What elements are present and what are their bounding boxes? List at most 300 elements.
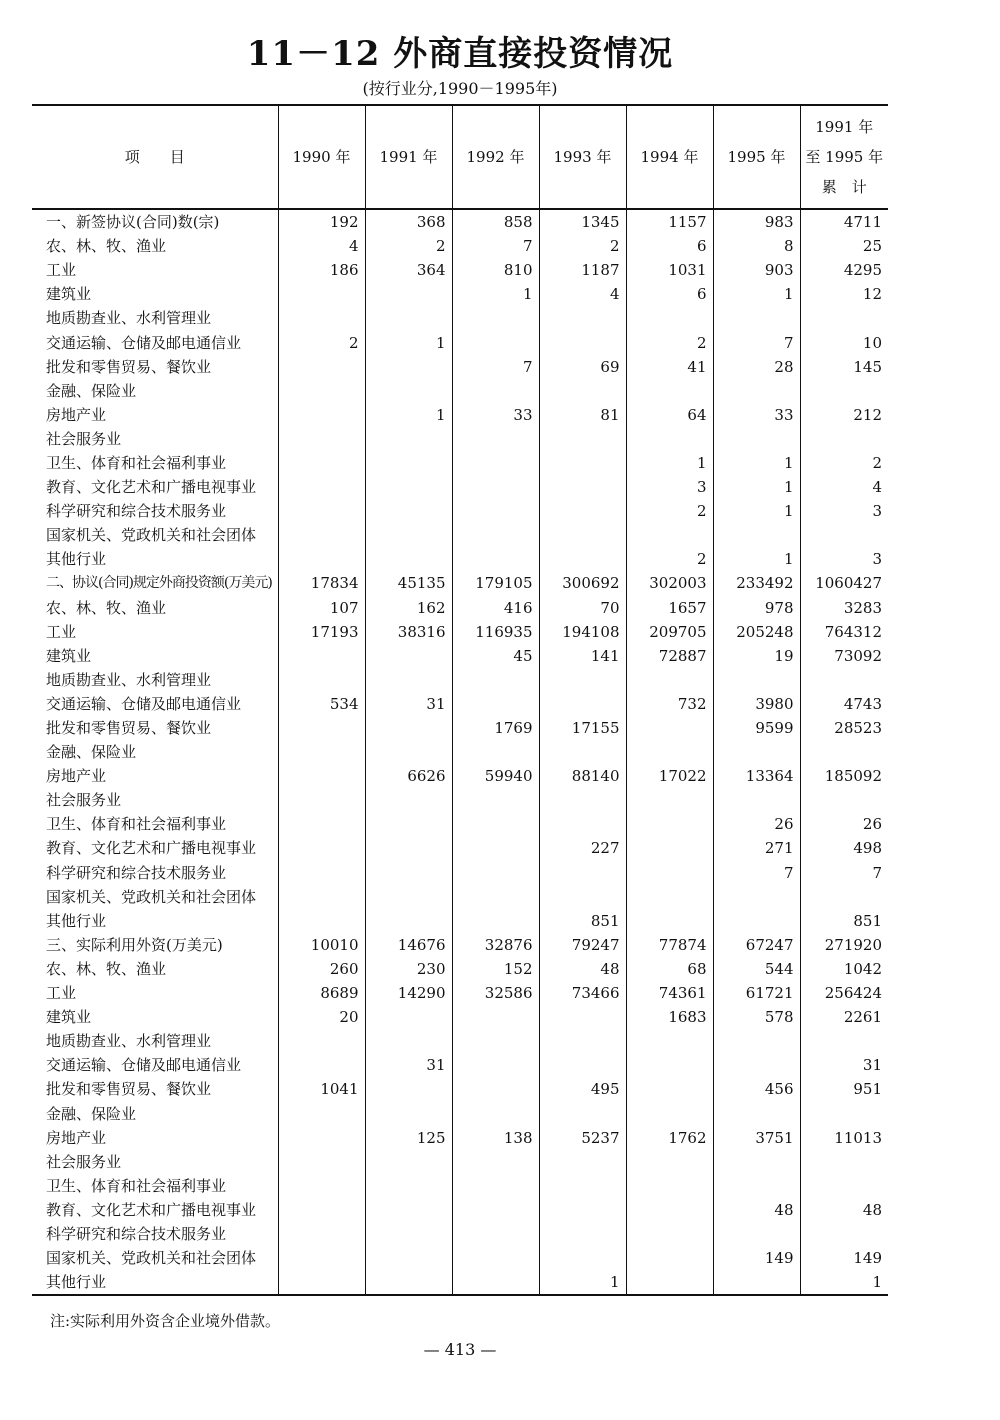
value-cell bbox=[800, 740, 888, 764]
value-cell: 732 bbox=[626, 692, 713, 716]
value-cell: 186 bbox=[278, 258, 365, 282]
value-cell: 544 bbox=[713, 957, 800, 981]
value-cell bbox=[278, 716, 365, 740]
value-cell: 6 bbox=[626, 234, 713, 258]
value-cell bbox=[365, 523, 452, 547]
value-cell: 534 bbox=[278, 692, 365, 716]
table-row bbox=[32, 836, 888, 860]
value-cell: 72887 bbox=[626, 644, 713, 668]
value-cell bbox=[539, 330, 626, 354]
row-label: 地质勘查业、水利管理业 bbox=[46, 1032, 212, 1051]
value-cell: 31 bbox=[365, 1053, 452, 1077]
value-cell bbox=[278, 836, 365, 860]
value-cell bbox=[452, 1222, 539, 1246]
table-row bbox=[32, 499, 888, 523]
value-cell bbox=[365, 1222, 452, 1246]
value-cell bbox=[539, 547, 626, 571]
value-cell bbox=[539, 499, 626, 523]
value-cell bbox=[800, 788, 888, 812]
row-label: 农、林、牧、渔业 bbox=[46, 237, 167, 256]
table-row bbox=[32, 933, 888, 957]
value-cell bbox=[713, 1150, 800, 1174]
value-cell bbox=[626, 1222, 713, 1246]
value-cell: 10010 bbox=[278, 933, 365, 957]
value-cell: 1769 bbox=[452, 716, 539, 740]
row-label: 批发和零售贸易、餐饮业 bbox=[46, 357, 212, 376]
value-cell bbox=[365, 1005, 452, 1029]
value-cell: 8 bbox=[713, 234, 800, 258]
value-cell bbox=[539, 668, 626, 692]
value-cell bbox=[365, 788, 452, 812]
value-cell: 256424 bbox=[800, 981, 888, 1005]
value-cell bbox=[452, 523, 539, 547]
value-cell: 45135 bbox=[365, 571, 452, 595]
value-cell: 12 bbox=[800, 282, 888, 306]
value-cell bbox=[365, 355, 452, 379]
value-cell bbox=[365, 1150, 452, 1174]
value-cell: 1345 bbox=[539, 209, 626, 234]
value-cell: 764312 bbox=[800, 620, 888, 644]
value-cell bbox=[626, 427, 713, 451]
table-row bbox=[32, 764, 888, 788]
value-cell bbox=[365, 861, 452, 885]
value-cell bbox=[365, 740, 452, 764]
value-cell bbox=[626, 1101, 713, 1125]
value-cell bbox=[365, 427, 452, 451]
value-cell bbox=[539, 306, 626, 330]
value-cell: 2 bbox=[626, 330, 713, 354]
table-row bbox=[32, 692, 888, 716]
table-row bbox=[32, 1126, 888, 1150]
value-cell bbox=[539, 740, 626, 764]
value-cell bbox=[452, 1174, 539, 1198]
value-cell bbox=[365, 499, 452, 523]
value-cell bbox=[713, 1174, 800, 1198]
table-subtitle: (按行业分,1990－1995年) bbox=[362, 79, 558, 98]
value-cell bbox=[365, 306, 452, 330]
row-label: 教育、文化艺术和广播电视事业 bbox=[46, 839, 257, 858]
row-label: 国家机关、党政机关和社会团体 bbox=[46, 526, 257, 545]
value-cell: 116935 bbox=[452, 620, 539, 644]
value-cell bbox=[539, 451, 626, 475]
table-row bbox=[32, 330, 888, 354]
value-cell bbox=[626, 1029, 713, 1053]
value-cell: 368 bbox=[365, 209, 452, 234]
value-cell bbox=[539, 788, 626, 812]
value-cell bbox=[365, 475, 452, 499]
table-row bbox=[32, 644, 888, 668]
value-cell bbox=[539, 1005, 626, 1029]
value-cell: 4743 bbox=[800, 692, 888, 716]
value-cell: 88140 bbox=[539, 764, 626, 788]
value-cell: 233492 bbox=[713, 571, 800, 595]
value-cell bbox=[365, 885, 452, 909]
value-cell: 1041 bbox=[278, 1077, 365, 1101]
row-label: 一、新签协议(合同)数(宗) bbox=[46, 213, 220, 232]
value-cell bbox=[452, 909, 539, 933]
header-total-line1: 1991 年 bbox=[815, 118, 874, 136]
table-row bbox=[32, 379, 888, 403]
value-cell: 70 bbox=[539, 596, 626, 620]
row-label: 交通运输、仓储及邮电通信业 bbox=[46, 694, 242, 713]
value-cell bbox=[539, 861, 626, 885]
value-cell: 1 bbox=[365, 330, 452, 354]
value-cell: 271920 bbox=[800, 933, 888, 957]
row-label: 批发和零售贸易、餐饮业 bbox=[46, 719, 212, 738]
value-cell: 1762 bbox=[626, 1126, 713, 1150]
row-label: 建筑业 bbox=[46, 1008, 92, 1027]
value-cell: 45 bbox=[452, 644, 539, 668]
value-cell: 1060427 bbox=[800, 571, 888, 595]
row-label: 建筑业 bbox=[46, 646, 92, 665]
value-cell bbox=[626, 836, 713, 860]
value-cell bbox=[800, 379, 888, 403]
value-cell bbox=[365, 668, 452, 692]
value-cell: 5237 bbox=[539, 1126, 626, 1150]
value-cell bbox=[278, 668, 365, 692]
value-cell: 14676 bbox=[365, 933, 452, 957]
row-label: 房地产业 bbox=[46, 767, 107, 786]
value-cell bbox=[626, 523, 713, 547]
value-cell: 3 bbox=[800, 547, 888, 571]
value-cell bbox=[452, 788, 539, 812]
value-cell: 1 bbox=[365, 403, 452, 427]
value-cell bbox=[278, 644, 365, 668]
row-label: 其他行业 bbox=[46, 911, 107, 930]
table-row bbox=[32, 306, 888, 330]
value-cell: 149 bbox=[713, 1246, 800, 1270]
table-title: 11－12 外商直接投资情况 bbox=[246, 34, 674, 74]
value-cell: 951 bbox=[800, 1077, 888, 1101]
value-cell: 9599 bbox=[713, 716, 800, 740]
value-cell: 1683 bbox=[626, 1005, 713, 1029]
value-cell bbox=[278, 523, 365, 547]
value-cell: 1 bbox=[800, 1270, 888, 1295]
value-cell: 7 bbox=[713, 861, 800, 885]
table-row bbox=[32, 523, 888, 547]
value-cell bbox=[539, 1053, 626, 1077]
value-cell: 1657 bbox=[626, 596, 713, 620]
value-cell bbox=[452, 306, 539, 330]
value-cell bbox=[713, 379, 800, 403]
table-row bbox=[32, 909, 888, 933]
value-cell: 7 bbox=[713, 330, 800, 354]
value-cell bbox=[278, 885, 365, 909]
value-cell: 1157 bbox=[626, 209, 713, 234]
table-row bbox=[32, 282, 888, 306]
value-cell: 578 bbox=[713, 1005, 800, 1029]
value-cell: 302003 bbox=[626, 571, 713, 595]
value-cell: 31 bbox=[800, 1053, 888, 1077]
value-cell: 73466 bbox=[539, 981, 626, 1005]
value-cell: 6626 bbox=[365, 764, 452, 788]
value-cell: 810 bbox=[452, 258, 539, 282]
value-cell: 1 bbox=[452, 282, 539, 306]
value-cell bbox=[800, 1174, 888, 1198]
row-label: 房地产业 bbox=[46, 405, 107, 424]
header-1993: 1993 年 bbox=[539, 105, 626, 209]
row-label: 卫生、体育和社会福利事业 bbox=[46, 453, 227, 472]
row-label: 社会服务业 bbox=[46, 429, 122, 448]
value-cell: 61721 bbox=[713, 981, 800, 1005]
value-cell: 4 bbox=[800, 475, 888, 499]
value-cell bbox=[278, 499, 365, 523]
table-row bbox=[32, 1101, 888, 1125]
row-label: 建筑业 bbox=[46, 285, 92, 304]
header-1990: 1990 年 bbox=[278, 105, 365, 209]
value-cell: 38316 bbox=[365, 620, 452, 644]
value-cell bbox=[278, 306, 365, 330]
value-cell: 14290 bbox=[365, 981, 452, 1005]
value-cell bbox=[452, 1270, 539, 1295]
table-row bbox=[32, 861, 888, 885]
value-cell bbox=[365, 836, 452, 860]
value-cell bbox=[452, 547, 539, 571]
value-cell bbox=[278, 1029, 365, 1053]
value-cell bbox=[452, 1029, 539, 1053]
value-cell bbox=[278, 909, 365, 933]
value-cell bbox=[452, 330, 539, 354]
header-1994: 1994 年 bbox=[626, 105, 713, 209]
row-label: 其他行业 bbox=[32, 1270, 278, 1295]
table-row bbox=[32, 427, 888, 451]
value-cell: 48 bbox=[800, 1198, 888, 1222]
value-cell bbox=[452, 812, 539, 836]
row-label: 工业 bbox=[46, 984, 77, 1003]
value-cell: 983 bbox=[713, 209, 800, 234]
value-cell bbox=[365, 644, 452, 668]
value-cell bbox=[452, 885, 539, 909]
value-cell bbox=[713, 740, 800, 764]
value-cell bbox=[539, 692, 626, 716]
table-row bbox=[32, 1150, 888, 1174]
value-cell bbox=[539, 1029, 626, 1053]
value-cell bbox=[713, 1270, 800, 1295]
value-cell bbox=[452, 1246, 539, 1270]
value-cell: 4295 bbox=[800, 258, 888, 282]
value-cell: 227 bbox=[539, 836, 626, 860]
value-cell: 498 bbox=[800, 836, 888, 860]
table-row bbox=[32, 1222, 888, 1246]
value-cell bbox=[278, 1174, 365, 1198]
row-label: 农、林、牧、渔业 bbox=[46, 959, 167, 978]
value-cell: 33 bbox=[713, 403, 800, 427]
row-label: 教育、文化艺术和广播电视事业 bbox=[46, 478, 257, 497]
page-number: — 413 — bbox=[423, 1340, 497, 1359]
row-label: 金融、保险业 bbox=[46, 1104, 137, 1123]
value-cell: 185092 bbox=[800, 764, 888, 788]
value-cell bbox=[365, 1270, 452, 1295]
header-1992: 1992 年 bbox=[452, 105, 539, 209]
value-cell: 2 bbox=[626, 547, 713, 571]
value-cell bbox=[278, 282, 365, 306]
value-cell: 851 bbox=[800, 909, 888, 933]
value-cell bbox=[452, 1077, 539, 1101]
value-cell bbox=[626, 1270, 713, 1295]
row-label: 金融、保险业 bbox=[46, 743, 137, 762]
value-cell: 7 bbox=[452, 355, 539, 379]
value-cell: 2 bbox=[626, 499, 713, 523]
value-cell: 1 bbox=[713, 547, 800, 571]
table-row bbox=[32, 812, 888, 836]
row-label: 地质勘查业、水利管理业 bbox=[46, 670, 212, 689]
table-row bbox=[32, 571, 888, 595]
row-label: 批发和零售贸易、餐饮业 bbox=[46, 1080, 212, 1099]
value-cell bbox=[539, 1101, 626, 1125]
value-cell bbox=[626, 885, 713, 909]
value-cell bbox=[365, 1174, 452, 1198]
value-cell: 1 bbox=[713, 475, 800, 499]
value-cell bbox=[626, 716, 713, 740]
value-cell bbox=[365, 1198, 452, 1222]
value-cell bbox=[452, 861, 539, 885]
table-row bbox=[32, 234, 888, 258]
value-cell: 3283 bbox=[800, 596, 888, 620]
value-cell bbox=[278, 1222, 365, 1246]
value-cell: 26 bbox=[800, 812, 888, 836]
value-cell bbox=[365, 282, 452, 306]
value-cell bbox=[365, 1077, 452, 1101]
value-cell bbox=[713, 1101, 800, 1125]
value-cell: 73092 bbox=[800, 644, 888, 668]
value-cell bbox=[800, 1150, 888, 1174]
value-cell bbox=[278, 547, 365, 571]
value-cell: 10 bbox=[800, 330, 888, 354]
row-label: 科学研究和综合技术服务业 bbox=[46, 863, 227, 882]
value-cell bbox=[452, 1150, 539, 1174]
value-cell: 8689 bbox=[278, 981, 365, 1005]
row-label: 二、协议(合同)规定外商投资额(万美元) bbox=[46, 575, 272, 592]
value-cell: 149 bbox=[800, 1246, 888, 1270]
value-cell: 17834 bbox=[278, 571, 365, 595]
row-label: 三、实际利用外资(万美元) bbox=[46, 935, 223, 954]
value-cell bbox=[365, 716, 452, 740]
value-cell bbox=[539, 523, 626, 547]
table-row bbox=[32, 1270, 888, 1295]
value-cell: 1 bbox=[713, 499, 800, 523]
value-cell bbox=[626, 1150, 713, 1174]
value-cell: 3751 bbox=[713, 1126, 800, 1150]
value-cell: 3980 bbox=[713, 692, 800, 716]
table-row bbox=[32, 451, 888, 475]
row-label: 社会服务业 bbox=[46, 791, 122, 810]
value-cell: 1 bbox=[626, 451, 713, 475]
value-cell bbox=[626, 668, 713, 692]
value-cell bbox=[800, 885, 888, 909]
value-cell bbox=[452, 1005, 539, 1029]
value-cell bbox=[278, 764, 365, 788]
row-label: 科学研究和综合技术服务业 bbox=[46, 502, 227, 521]
header-1995: 1995 年 bbox=[713, 105, 800, 209]
value-cell bbox=[278, 403, 365, 427]
value-cell: 79247 bbox=[539, 933, 626, 957]
value-cell: 74361 bbox=[626, 981, 713, 1005]
row-label: 教育、文化艺术和广播电视事业 bbox=[46, 1200, 257, 1219]
value-cell bbox=[452, 1198, 539, 1222]
value-cell: 20 bbox=[278, 1005, 365, 1029]
investment-table bbox=[32, 104, 888, 1296]
value-cell bbox=[278, 1126, 365, 1150]
value-cell: 162 bbox=[365, 596, 452, 620]
table-row bbox=[32, 1053, 888, 1077]
value-cell bbox=[365, 1246, 452, 1270]
header-row bbox=[32, 105, 888, 209]
value-cell: 903 bbox=[713, 258, 800, 282]
value-cell: 194108 bbox=[539, 620, 626, 644]
value-cell bbox=[365, 379, 452, 403]
value-cell: 28 bbox=[713, 355, 800, 379]
value-cell: 31 bbox=[365, 692, 452, 716]
value-cell: 7 bbox=[452, 234, 539, 258]
value-cell: 1187 bbox=[539, 258, 626, 282]
table-row bbox=[32, 740, 888, 764]
value-cell bbox=[713, 523, 800, 547]
row-label: 交通运输、仓储及邮电通信业 bbox=[46, 333, 242, 352]
table-row bbox=[32, 355, 888, 379]
value-cell bbox=[452, 836, 539, 860]
value-cell: 77874 bbox=[626, 933, 713, 957]
value-cell bbox=[626, 306, 713, 330]
value-cell bbox=[365, 909, 452, 933]
value-cell bbox=[452, 427, 539, 451]
row-label: 社会服务业 bbox=[46, 1152, 122, 1171]
value-cell: 212 bbox=[800, 403, 888, 427]
value-cell: 107 bbox=[278, 596, 365, 620]
table-row bbox=[32, 885, 888, 909]
value-cell: 2 bbox=[539, 234, 626, 258]
value-cell: 152 bbox=[452, 957, 539, 981]
value-cell: 69 bbox=[539, 355, 626, 379]
value-cell: 11013 bbox=[800, 1126, 888, 1150]
value-cell bbox=[800, 1029, 888, 1053]
value-cell: 179105 bbox=[452, 571, 539, 595]
value-cell: 59940 bbox=[452, 764, 539, 788]
table-row bbox=[32, 1029, 888, 1053]
value-cell bbox=[452, 692, 539, 716]
row-label: 卫生、体育和社会福利事业 bbox=[46, 1176, 227, 1195]
value-cell bbox=[452, 668, 539, 692]
table-row bbox=[32, 403, 888, 427]
value-cell bbox=[539, 379, 626, 403]
row-label: 其他行业 bbox=[46, 550, 107, 569]
table-row bbox=[32, 1005, 888, 1029]
value-cell: 32586 bbox=[452, 981, 539, 1005]
value-cell: 271 bbox=[713, 836, 800, 860]
value-cell bbox=[278, 1270, 365, 1295]
value-cell bbox=[626, 1077, 713, 1101]
value-cell bbox=[278, 788, 365, 812]
value-cell: 67247 bbox=[713, 933, 800, 957]
value-cell: 3 bbox=[626, 475, 713, 499]
value-cell: 456 bbox=[713, 1077, 800, 1101]
value-cell: 1 bbox=[713, 282, 800, 306]
value-cell bbox=[713, 885, 800, 909]
value-cell: 978 bbox=[713, 596, 800, 620]
value-cell: 192 bbox=[278, 209, 365, 234]
value-cell bbox=[626, 788, 713, 812]
value-cell: 3 bbox=[800, 499, 888, 523]
value-cell bbox=[278, 427, 365, 451]
table-row bbox=[32, 258, 888, 282]
value-cell bbox=[278, 1246, 365, 1270]
value-cell bbox=[278, 740, 365, 764]
value-cell bbox=[452, 451, 539, 475]
value-cell: 7 bbox=[800, 861, 888, 885]
value-cell bbox=[800, 523, 888, 547]
value-cell bbox=[452, 475, 539, 499]
value-cell bbox=[539, 1150, 626, 1174]
table-row bbox=[32, 209, 888, 234]
